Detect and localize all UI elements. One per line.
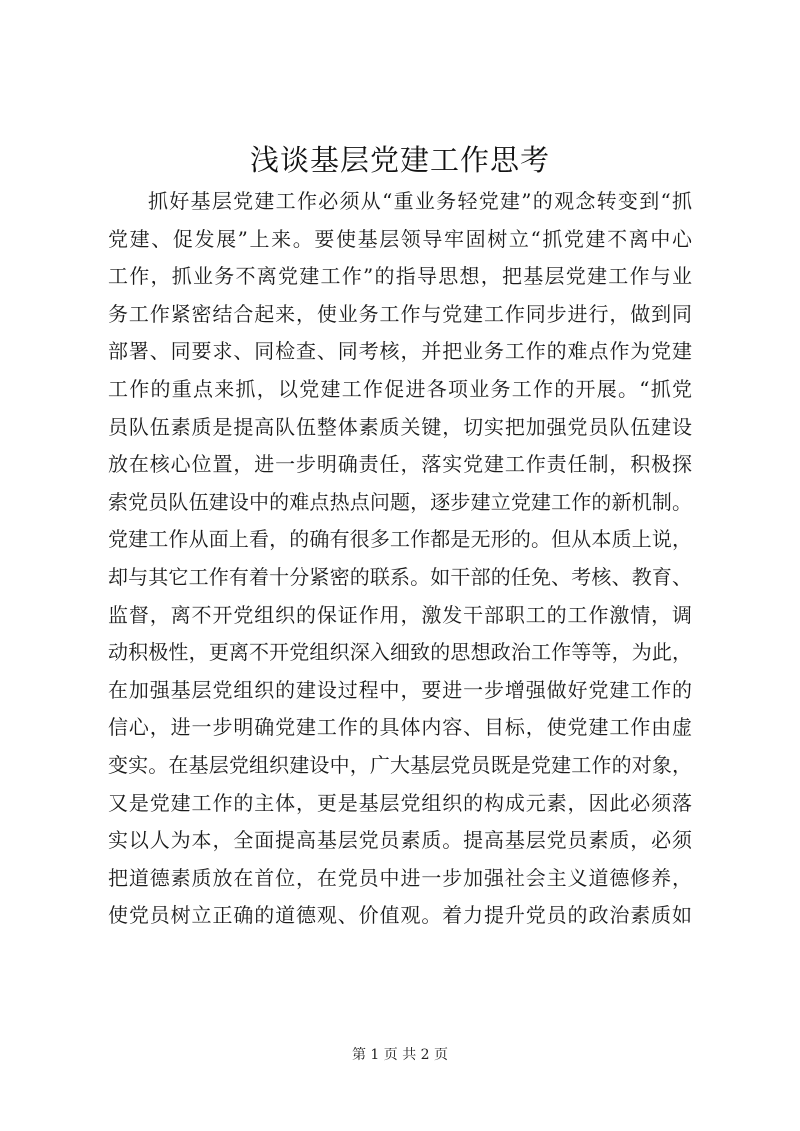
body-line: 工作，抓业务不离党建工作”的指导思想，把基层党建工作与业 bbox=[108, 264, 692, 289]
body-line: 员队伍素质是提高队伍整体素质关键，切实把加强党员队伍建设 bbox=[108, 414, 692, 439]
page-footer: 第 1 页 共 2 页 bbox=[351, 1047, 449, 1063]
body-line: 监督，离不开党组织的保证作用，激发干部职工的工作激情，调 bbox=[108, 602, 692, 627]
body-line: 党建工作从面上看，的确有很多工作都是无形的。但从本质上说， bbox=[108, 527, 692, 552]
body-line: 把道德素质放在首位，在党员中进一步加强社会主义道德修养， bbox=[108, 865, 692, 890]
body-line: 变实。在基层党组织建设中，广大基层党员既是党建工作的对象， bbox=[108, 752, 692, 777]
body-line: 使党员树立正确的道德观、价值观。着力提升党员的政治素质如 bbox=[108, 903, 692, 928]
body-line: 实以人为本，全面提高基层党员素质。提高基层党员素质，必须 bbox=[108, 828, 692, 853]
body-line: 索党员队伍建设中的难点热点问题，逐步建立党建工作的新机制。 bbox=[108, 489, 692, 514]
body-line: 信心，进一步明确党建工作的具体内容、目标，使党建工作由虚 bbox=[108, 715, 692, 740]
body-line: 抓好基层党建工作必须从“重业务轻党建”的观念转变到“抓 bbox=[148, 189, 692, 213]
document-body bbox=[108, 183, 692, 935]
body-line: 动积极性，更离不开党组织深入细致的思想政治工作等等，为此， bbox=[108, 640, 692, 665]
body-line: 部署、同要求、同检查、同考核，并把业务工作的难点作为党建 bbox=[108, 339, 692, 364]
body-line: 放在核心位置，进一步明确责任，落实党建工作责任制，积极探 bbox=[108, 452, 692, 477]
body-line: 务工作紧密结合起来，使业务工作与党建工作同步进行，做到同 bbox=[108, 301, 692, 326]
body-line: 在加强基层党组织的建设过程中，要进一步增强做好党建工作的 bbox=[108, 677, 692, 702]
body-line: 却与其它工作有着十分紧密的联系。如干部的任免、考核、教育、 bbox=[108, 564, 692, 589]
body-line: 工作的重点来抓，以党建工作促进各项业务工作的开展。“抓党 bbox=[108, 376, 692, 401]
body-line: 又是党建工作的主体，更是基层党组织的构成元素，因此必须落 bbox=[108, 790, 692, 815]
document-title: 浅谈基层党建工作思考 bbox=[249, 143, 550, 177]
body-line: 党建、促发展”上来。要使基层领导牢固树立“抓党建不离中心 bbox=[108, 226, 692, 251]
